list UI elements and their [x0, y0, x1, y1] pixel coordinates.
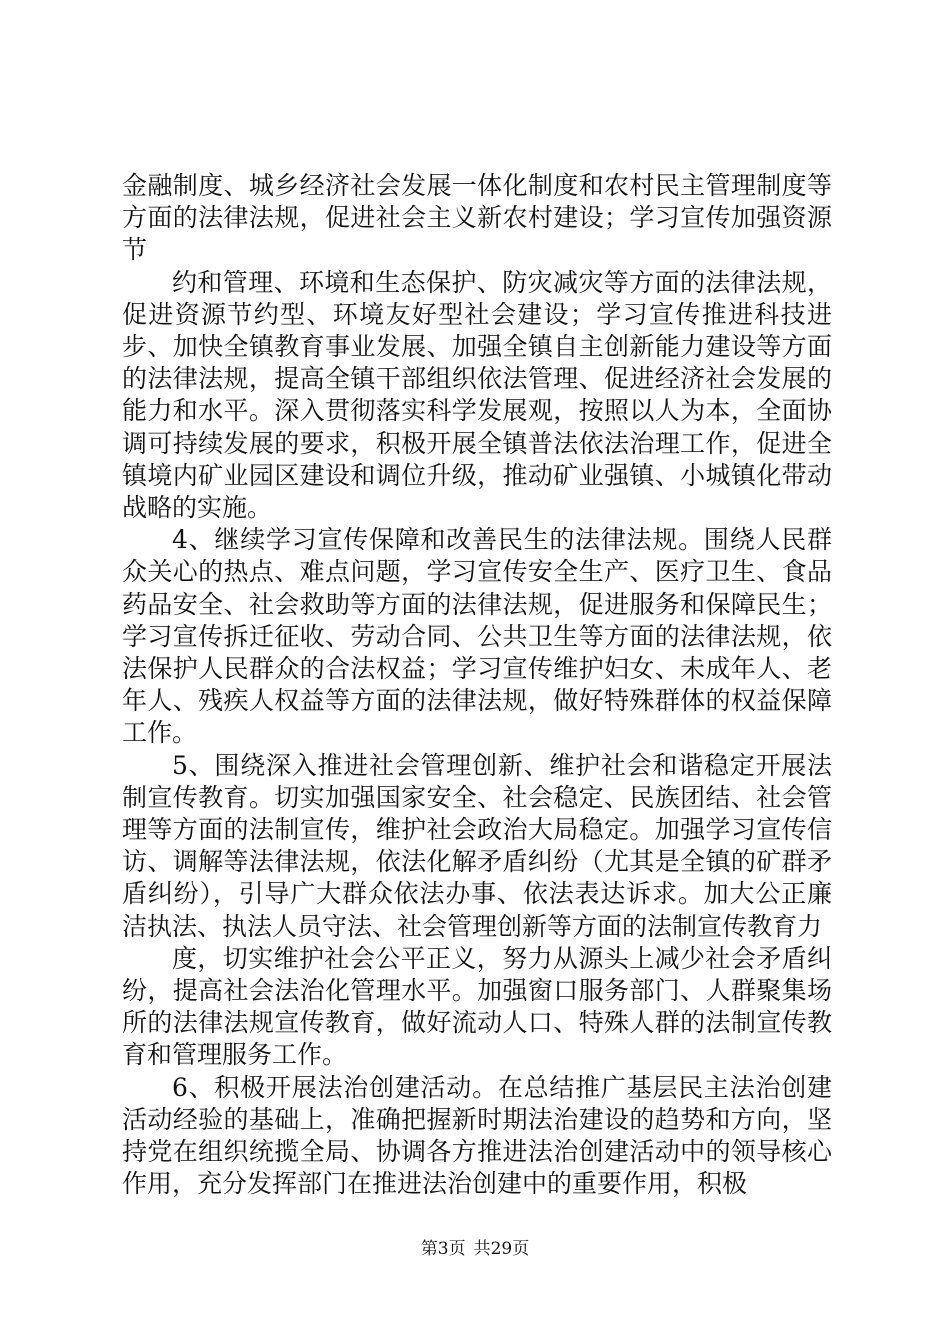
- paragraph-6: 6、积极开展法治创建活动。在总结推广基层民主法治创建活动经验的基础上，准确把握新时期法治建设的趋势和方向，坚持党在组织统揽全局、协调各方推进法治创建活动中的领导核心作用，充分发挥部门在推进法治创建中的重要作用，积极: [122, 1072, 832, 1199]
- paragraph-2: 约和管理、环境和生态保护、防灾减灾等方面的法律法规，促进资源节约型、环境友好型社会建设；学习宣传推进科技进步、加快全镇教育事业发展、加强全镇自主创新能力建设等方面的法律法规，提高全镇干部组织依法管理、促进经济社会发展的能力和水平。深入贯彻落实科学发展观，按照以人为本，全面协调可持续发展的要求，积极开展全镇普法依法治理工作，促进全镇境内矿业园区建设和调位升级，推动矿业强镇、小城镇化带动战略的实施。: [122, 267, 832, 523]
- document-body: [122, 170, 832, 1201]
- paragraph-5: 度，切实维护社会公平正义，努力从源头上减少社会矛盾纠纷，提高社会法治化管理水平。加强窗口服务部门、人群聚集场所的法律法规宣传教育，做好流动人口、特殊人群的法制宣传教育和管理服务工作。: [122, 943, 832, 1070]
- page-number: 第3页: [420, 1239, 466, 1259]
- paragraph-4: 5、围绕深入推进社会管理创新、维护社会和谐稳定开展法制宣传教育。切实加强国家安全、社会稳定、民族团结、社会管理等方面的法制宣传，维护社会政治大局稳定。加强学习宣传信访、调解等法律法规，依法化解矛盾纠纷（尤其是全镇的矿群矛盾纠纷），引导广大群众依法办事、依法表达诉求。加大公正廉洁执法、执法人员守法、社会管理创新等方面的法制宣传教育力: [122, 750, 832, 941]
- paragraph-1: 金融制度、城乡经济社会发展一体化制度和农村民主管理制度等方面的法律法规，促进社会主义新农村建设；学习宣传加强资源节: [122, 171, 832, 265]
- page-footer: [0, 1238, 950, 1260]
- paragraph-3: 4、继续学习宣传保障和改善民生的法律法规。围绕人民群众关心的热点、难点问题，学习宣传安全生产、医疗卫生、食品药品安全、社会救助等方面的法律法规，促进服务和保障民生；学习宣传拆迁征收、劳动合同、公共卫生等方面的法律法规，依法保护人民群众的合法权益；学习宣传维护妇女、未成年人、老年人、残疾人权益等方面的法律法规，做好特殊群体的权益保障工作。: [122, 525, 832, 748]
- total-pages: 共29页: [473, 1239, 530, 1259]
